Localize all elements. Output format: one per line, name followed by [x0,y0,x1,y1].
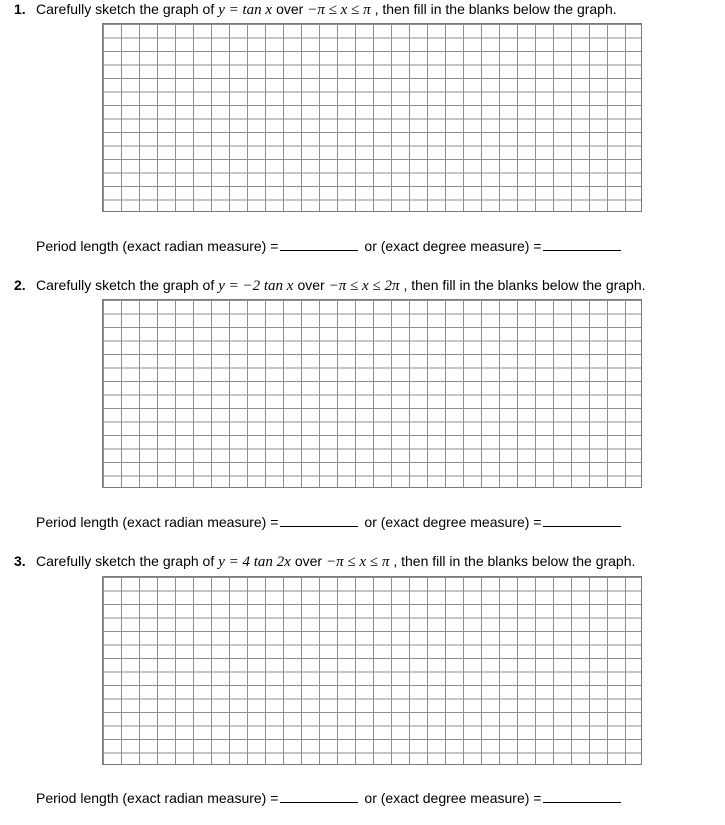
question-interval: −π ≤ x ≤ 2π [328,278,400,294]
graph-grid-1[interactable] [102,23,642,212]
degree-answer-blank[interactable] [543,514,621,527]
period-radian-label: Period length (exact radian measure) = [36,514,279,530]
radian-answer-blank[interactable] [280,238,358,251]
question-equation: y = −2 tan x [218,278,294,294]
question-1-prompt [14,1,617,19]
graph-grid-3[interactable] [102,576,642,765]
question-over: over [294,553,323,569]
period-radian-label: Period length (exact radian measure) = [36,790,279,806]
radian-answer-blank[interactable] [280,514,358,527]
question-suffix: , then fill in the blanks below the graph. [393,553,636,569]
period-degree-label: or (exact degree measure) = [364,514,542,530]
period-answer-row-1 [36,238,621,254]
period-answer-row-3 [36,790,621,806]
question-number: 1. [14,1,26,17]
period-degree-label: or (exact degree measure) = [364,238,542,254]
question-equation: y = 4 tan 2x [218,554,291,570]
question-interval: −π ≤ x ≤ π [307,2,371,18]
period-answer-row-2 [36,514,621,530]
question-number: 3. [14,553,26,569]
degree-answer-blank[interactable] [543,238,621,251]
question-number: 2. [14,277,26,293]
period-degree-label: or (exact degree measure) = [364,790,542,806]
period-radian-label: Period length (exact radian measure) = [36,238,279,254]
degree-answer-blank[interactable] [543,790,621,803]
radian-answer-blank[interactable] [280,790,358,803]
question-suffix: , then fill in the blanks below the graph. [374,1,617,17]
question-equation: y = tan x [218,2,273,18]
question-suffix: , then fill in the blanks below the graph. [403,277,646,293]
question-prefix: Carefully sketch the graph of [36,553,215,569]
question-2-prompt [14,277,646,295]
question-over: over [297,277,325,293]
question-prefix: Carefully sketch the graph of [36,277,215,293]
question-interval: −π ≤ x ≤ π [326,554,390,570]
graph-grid-2[interactable] [102,299,642,488]
question-over: over [276,1,304,17]
question-prefix: Carefully sketch the graph of [36,1,215,17]
question-3-prompt [14,553,635,571]
